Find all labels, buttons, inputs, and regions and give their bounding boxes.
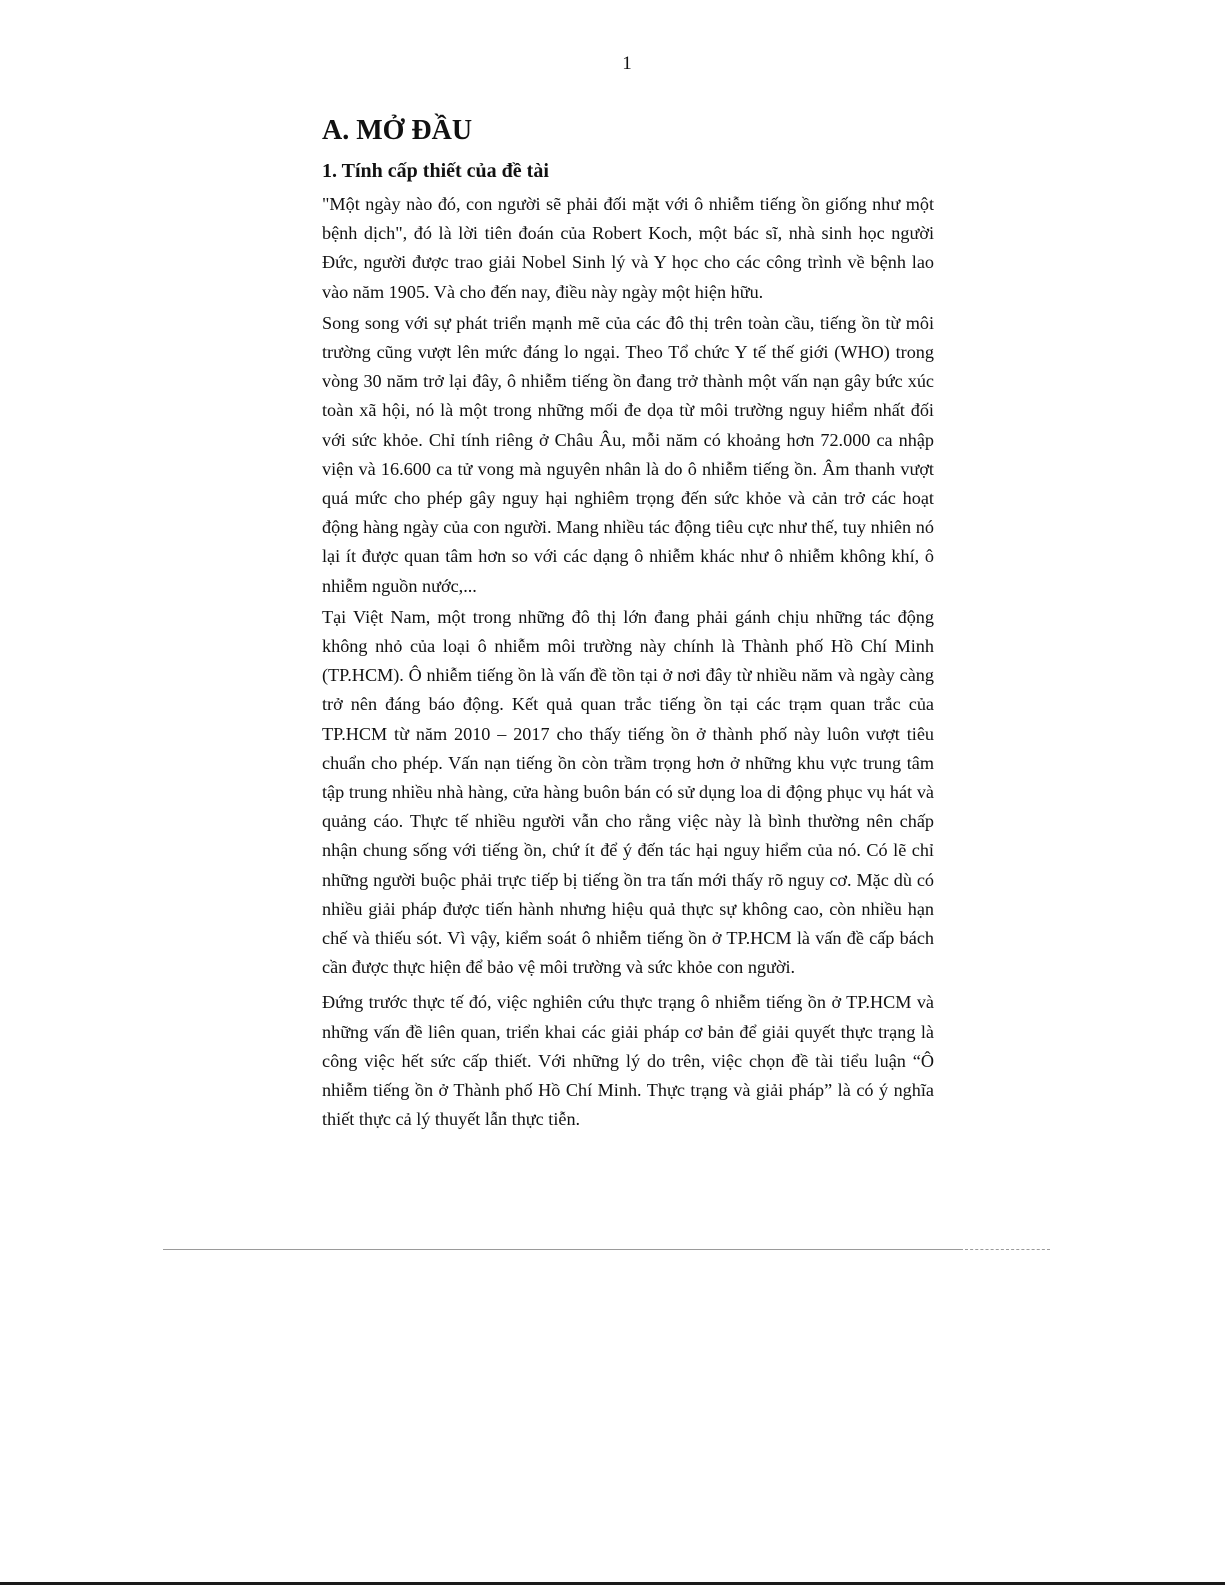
footer-divider-tail: [965, 1249, 1050, 1250]
paragraph-2: Song song với sự phát triển mạnh mẽ của các đô thị trên toàn cầu, tiếng ồn từ môi trường cũng vượt lên mức đáng lo ngại. Theo Tổ chức Y tế thế giới (WHO) trong vòng 30 năm trở lại đây, ô nhiễm tiếng ồn đang trở thành một vấn nạn gây bức xúc toàn xã hội, nó là một trong những mối đe dọa từ môi trường nguy hiểm nhất đối với sức khỏe. Chỉ tính riêng ở Châu Âu, mỗi năm có khoảng hơn 72.000 ca nhập viện và 16.600 ca tử vong mà nguyên nhân là do ô nhiễm tiếng ồn. Âm thanh vượt quá mức cho phép gây nguy hại nghiêm trọng đến sức khỏe và cản trở các hoạt động hàng ngày của con người. Mang nhiều tác động tiêu cực như thế, tuy nhiên nó lại ít được quan tâm hơn so với các dạng ô nhiễm khác như ô nhiễm không khí, ô nhiễm nguồn nước,...: [322, 312, 934, 596]
section-title: A. MỞ ĐẦU: [322, 115, 473, 146]
document-body: [322, 112, 934, 1137]
subsection-title: 1. Tính cấp thiết của đề tài: [322, 160, 549, 182]
paragraph-1: "Một ngày nào đó, con người sẽ phải đối mặt với ô nhiễm tiếng ồn giống như một bệnh dịch", đó là lời tiên đoán của Robert Koch, một bác sĩ, nhà sinh học người Đức, người được trao giải Nobel Sinh lý và Y học cho các công trình về bệnh lao vào năm 1905. Và cho đến nay, điều này ngày một hiện hữu.: [322, 194, 934, 302]
footer-divider: [163, 1249, 963, 1250]
paragraph-3: Tại Việt Nam, một trong những đô thị lớn đang phải gánh chịu những tác động không nhỏ của loại ô nhiễm môi trường này chính là Thành phố Hồ Chí Minh (TP.HCM). Ô nhiễm tiếng ồn là vấn đề tồn tại ở nơi đây từ nhiều năm và ngày càng trở nên đáng báo động. Kết quả quan trắc tiếng ồn tại các trạm quan trắc của TP.HCM từ năm 2010 – 2017 cho thấy tiếng ồn ở thành phố này luôn vượt tiêu chuẩn cho phép. Vấn nạn tiếng ồn còn trầm trọng hơn ở những khu vực trung tâm tập trung nhiều nhà hàng, cửa hàng buôn bán có sử dụng loa di động phục vụ hát và quảng cáo. Thực tế nhiều người vẫn cho rằng việc này là bình thường nên chấp nhận chung sống với tiếng ồn, chứ ít để ý đến tác hại nguy hiểm của nó. Có lẽ chỉ những người buộc phải trực tiếp bị tiếng ồn tra tấn mới thấy rõ nguy cơ. Mặc dù có nhiều giải pháp được tiến hành nhưng hiệu quả thực sự không cao, còn nhiều hạn chế và thiếu sót. Vì vậy, kiểm soát ô nhiễm tiếng ồn ở TP.HCM là vấn đề cấp bách cần được thực hiện để bảo vệ môi trường và sức khỏe con người.: [322, 606, 934, 978]
page-number: 1: [622, 53, 632, 74]
paragraph-4: Đứng trước thực tế đó, việc nghiên cứu thực trạng ô nhiễm tiếng ồn ở TP.HCM và những vấn đề liên quan, triển khai các giải pháp cơ bản để giải quyết thực trạng là công việc hết sức cấp thiết. Với những lý do trên, việc chọn đề tài tiểu luận “Ô nhiễm tiếng ồn ở Thành phố Hồ Chí Minh. Thực trạng và giải pháp” là có ý nghĩa thiết thực cả lý thuyết lẫn thực tiễn.: [322, 992, 934, 1130]
